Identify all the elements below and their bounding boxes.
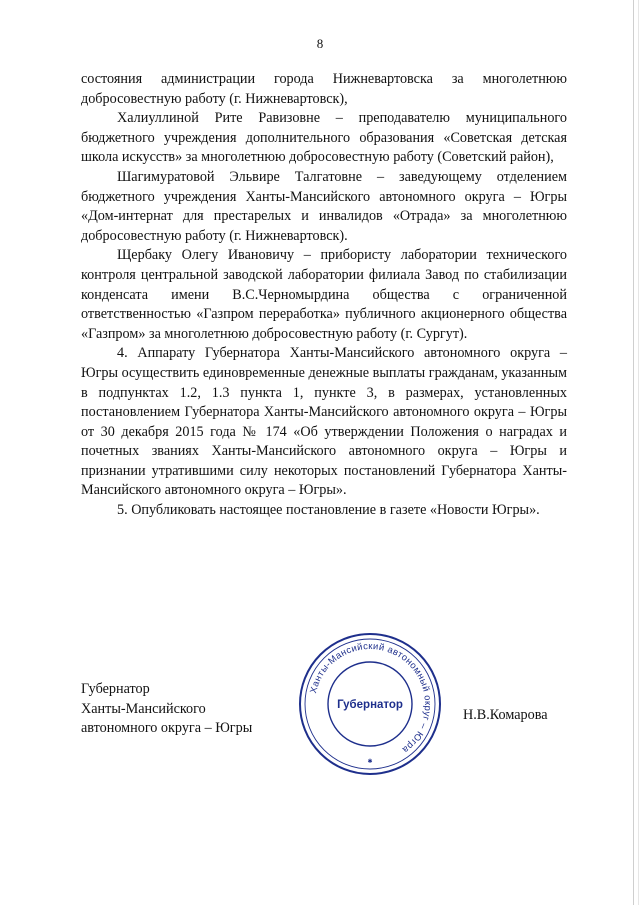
signer-name: Н.В.Комарова xyxy=(463,707,548,723)
signature-title-line-1: Губернатор xyxy=(81,681,150,697)
paragraph-1: состояния администрации города Нижневартовска за многолетнюю добросовестную работу (г. Нижневартовск), xyxy=(81,71,567,107)
stamp-center-text: Губернатор xyxy=(337,699,403,711)
page-number: 8 xyxy=(316,36,324,51)
paragraph-4: Щербаку Олегу Ивановичу – прибористу лаборатории технического контроля центральной заводской лаборатории филиала Завод по стабилизации конденсата имени В.С.Черномырдина общества с ограниченной ответственностью «Газпром переработка» публичного акционерного общества «Газпром» за многолетнюю добросовестную работу (г. Сургут). xyxy=(81,247,567,342)
signature-title-line-3: автономного округа – Югры xyxy=(81,720,253,737)
document-body xyxy=(81,70,567,521)
paragraph-3: Шагимуратовой Эльвире Талгатовне – заведующему отделением бюджетного учреждения Ханты-Мансийского автономного округа – Югры «Дом-интернат для престарелых и инвалидов «Отрада» за многолетнюю добросовестную работу (г. Нижневартовск). xyxy=(81,168,567,244)
page-edge xyxy=(633,0,634,905)
official-stamp xyxy=(297,631,443,777)
paragraph-2: Халиуллиной Рите Равизовне – преподавателю муниципального бюджетного учреждения дополнительного образования «Советская детская школа искусств» за многолетнюю добросовестную работу (Советский район), xyxy=(81,110,567,166)
stamp-ring-text: Ханты-Мансийский автономный округ – Югра xyxy=(307,639,435,757)
signature-title-line-2: Ханты-Мансийского xyxy=(81,700,206,717)
paragraph-6: 5. Опубликовать настоящее постановление в газете «Новости Югры». xyxy=(117,502,540,519)
paragraph-5: 4. Аппарату Губернатора Ханты-Мансийского автономного округа – Югры осуществить единовременные денежные выплаты гражданам, указанным в подпунктах 1.2, 1.3 пункта 1, пункте 3, в размерах, установленных постановлением Губернатора Ханты-Мансийского автономного округа – Югры от 30 декабря 2015 года № 174 «Об утверждении Положения о наградах и почетных званиях Ханты-Мансийского автономного округа – Югры и признании утратившими силу некоторых постановлений Губернатора Ханты-Мансийского автономного округа – Югры». xyxy=(81,345,567,499)
signature-title xyxy=(81,680,252,739)
stamp-star-icon: ✱ xyxy=(367,758,373,765)
page-edge-outer xyxy=(638,0,639,905)
